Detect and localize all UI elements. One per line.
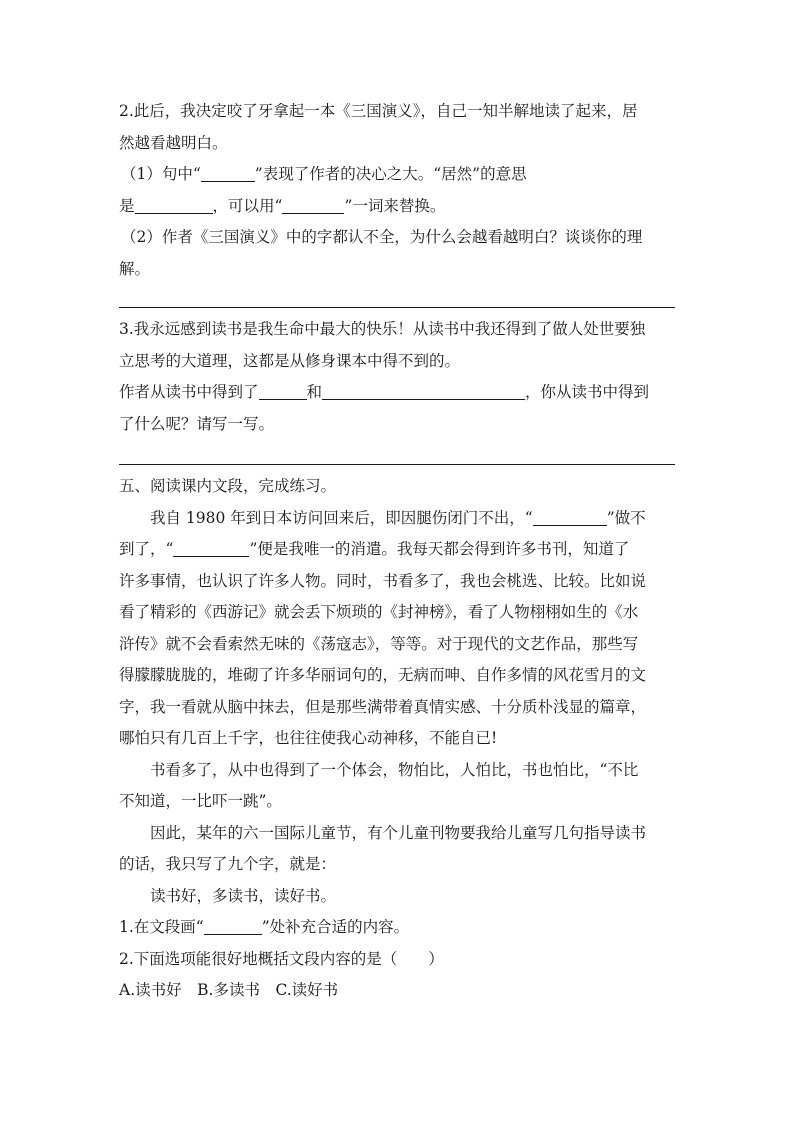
passage-para1-line-7: 字，我一看就从脑中抹去，但是那些满带着真情实感、十分质朴浅显的篇章，	[119, 697, 647, 716]
passage-para1-line-6: 得朦朦胧胧的，堆砌了许多华丽词句的，无病而呻、自作多情的风花雪月的文	[119, 666, 647, 684]
section5-q1	[119, 912, 675, 944]
answer-line[interactable]	[119, 464, 675, 465]
answer-blank[interactable]	[322, 381, 525, 400]
q3-ask-text-b: 和	[306, 383, 323, 401]
q2-part1-line-2	[119, 191, 675, 223]
answer-blank[interactable]	[204, 916, 262, 935]
q2-part2-line-2: 解。	[119, 259, 151, 278]
passage-para1-text-b: ”做不	[606, 508, 646, 527]
passage-para3-line-1: 因此，某年的六一国际儿童节，有个儿童刊物要我给儿童写几句指导读书	[150, 823, 647, 842]
answer-blank[interactable]	[135, 195, 213, 214]
q2-part1-text-e: ”一词来替换。	[344, 196, 446, 215]
answer-blank[interactable]	[259, 381, 307, 400]
passage-para1-line-4: 看了精彩的《西游记》就会丢下烦琐的《封神榜》，看了人物栩栩如生的《水	[119, 603, 639, 621]
passage-para1-line-1	[119, 503, 675, 535]
passage-para3-line-2: 的话，我只写了九个字，就是：	[119, 855, 337, 873]
section5-heading: 五、阅读课内文段，完成练习。	[119, 477, 337, 495]
q3-ask-line-1	[119, 377, 675, 409]
passage-para1-line-3: 许多事情，也认识了许多人物。同时，书看多了，我也会桃选、比较。比如说	[119, 571, 647, 590]
q3-ask-text-a: 作者从读书中得到了	[119, 383, 259, 401]
q3-ask-text-c: ，你从读书中得到	[525, 383, 650, 401]
q3-stem-line-2: 立思考的大道理，这都是从修身课本中得不到的。	[119, 351, 461, 370]
worksheet-page	[119, 96, 675, 1007]
section5-q1-text-b: ”处补充合适的内容。	[261, 918, 410, 936]
passage-para1-line-5: 浒传》就不会看索然无味的《荡寇志》，等等。对于现代的文艺作品，那些写	[119, 634, 639, 653]
q2-part1-line-1	[119, 159, 675, 191]
answer-line[interactable]	[119, 307, 675, 308]
q2-stem-line-2: 然越看越明白。	[119, 133, 228, 152]
passage-para2-line-1: 书看多了，从中也得到了一个体会，物怕比，人怕比，书也怕比，“不比	[150, 760, 639, 779]
q2-part1-text-d: ，可以用“	[212, 196, 283, 215]
section5-q2: 2.下面选项能很好地概括文段内容的是（ ）	[119, 949, 444, 968]
q2-part2-line-1: （2）作者《三国演义》中的字都认不全，为什么会越看越明白？谈谈你的理	[121, 228, 643, 246]
passage-para1-text-a: 我自 1980 年到日本访问回来后，即因腿伤闭门不出，“	[150, 508, 533, 527]
section5-q1-text-a: 1.在文段画“	[119, 918, 204, 936]
passage-para1-line-8: 哪怕只有几百上千字，也往往使我心动神移，不能自已!	[119, 729, 498, 747]
q2-stem-line-1: 2.此后，我决定咬了牙拿起一本《三国演义》，自己一知半解地读了起来，居	[119, 102, 638, 120]
q3-ask-line-2: 了什么呢？请写一写。	[119, 414, 275, 433]
passage-para4: 读书好，多读书，读好书。	[150, 886, 337, 905]
passage-para1-text-c: 到了，“	[119, 540, 174, 558]
answer-blank[interactable]	[282, 195, 344, 214]
q2-part1-text-b: ”表现了作者的决心之大。“居然”的意思	[254, 165, 527, 183]
passage-para2-line-2: 不知道，一比吓一跳”。	[119, 792, 282, 810]
q2-part1-text-a: （1）句中“	[121, 165, 201, 183]
q2-part1-text-c: 是	[119, 196, 135, 215]
answer-blank[interactable]	[173, 538, 249, 557]
section5-q2-options: A.读书好 B.多读书 C.读好书	[119, 981, 339, 999]
q3-stem-line-1: 3.我永远感到读书是我生命中最大的快乐！从读书中我还得到了做人处世要独	[119, 320, 646, 338]
answer-blank[interactable]	[533, 507, 607, 526]
answer-blank[interactable]	[201, 163, 255, 182]
passage-para1-text-d: ”便是我唯一的消遣。我每天都会得到许多书刊，知道了	[249, 540, 630, 558]
passage-para1-line-2	[119, 534, 675, 566]
